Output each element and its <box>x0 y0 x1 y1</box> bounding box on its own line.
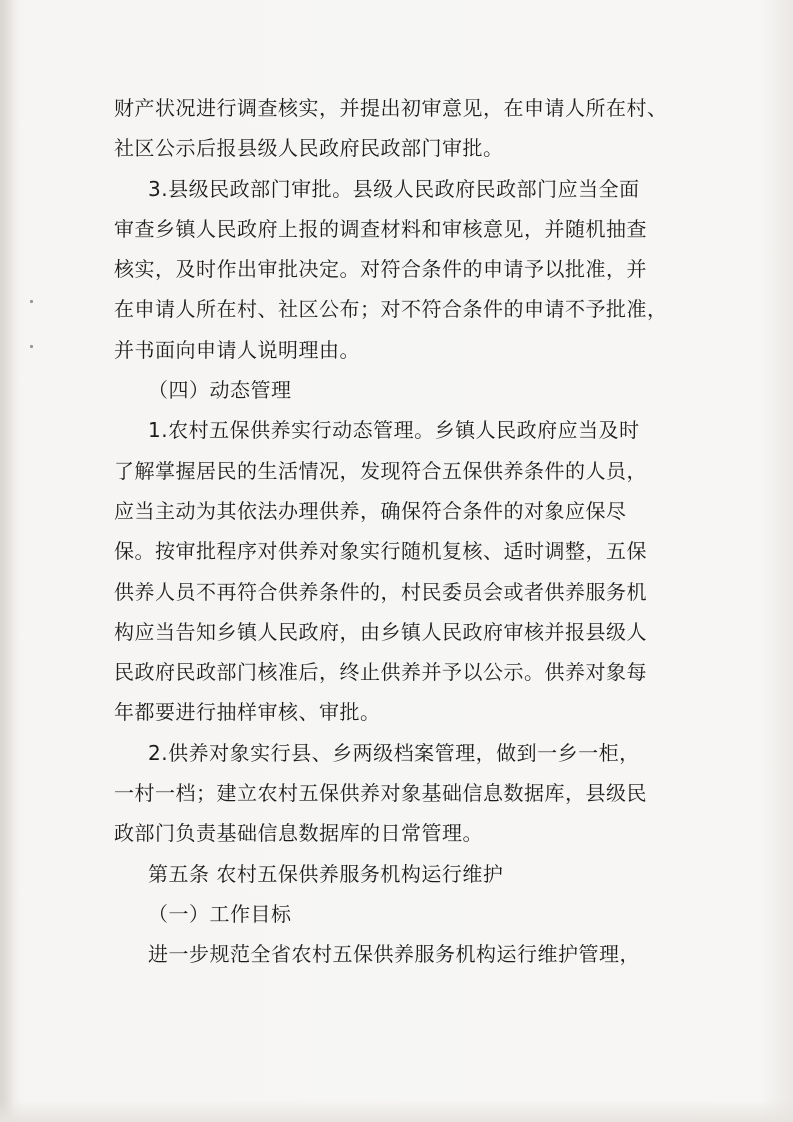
text-line: 了解掌握居民的生活情况，发现符合五保供养条件的人员， <box>114 458 647 483</box>
binding-hole-mark <box>30 345 33 348</box>
section-heading: （一）工作目标 <box>148 901 292 926</box>
text-line: 进一步规范全省农村五保供养服务机构运行维护管理， <box>148 942 640 967</box>
text-line: 供养人员不再符合供养条件的，村民委员会或者供养服务机 <box>114 579 647 604</box>
text-line: 在申请人所在村、社区公布；对不符合条件的申请不予批准， <box>114 297 668 322</box>
text-line: 政部门负责基础信息数据库的日常管理。 <box>114 821 483 846</box>
text-line: 并书面向申请人说明理由。 <box>114 337 360 362</box>
text-line: 保。按审批程序对供养对象实行随机复核、适时调整，五保 <box>114 539 647 564</box>
binding-hole-mark <box>30 300 33 303</box>
text-line: 3.县级民政部门审批。县级人民政府民政部门应当全面 <box>148 176 640 201</box>
text-line: 1.农村五保供养实行动态管理。乡镇人民政府应当及时 <box>148 418 640 443</box>
text-line: 审查乡镇人民政府上报的调查材料和审核意见，并随机抽查 <box>114 216 647 241</box>
text-line: 核实，及时作出审批决定。对符合条件的申请予以批准，并 <box>114 257 647 282</box>
text-line: 民政府民政部门核准后，终止供养并予以公示。供养对象每 <box>114 660 647 685</box>
section-heading: （四）动态管理 <box>148 378 292 403</box>
article-heading: 第五条 农村五保供养服务机构运行维护 <box>148 861 504 886</box>
scan-left-shadow <box>0 0 14 1122</box>
scan-bottom-shadow <box>0 1100 793 1122</box>
text-line: 2.供养对象实行县、乡两级档案管理，做到一乡一柜， <box>148 740 640 765</box>
text-line: 构应当告知乡镇人民政府，由乡镇人民政府审核并报县级人 <box>114 619 647 644</box>
body-text <box>114 88 674 975</box>
text-line: 一村一档；建立农村五保供养对象基础信息数据库，县级民 <box>114 781 647 806</box>
text-line: 应当主动为其依法办理供养，确保符合条件的对象应保尽 <box>114 498 627 523</box>
text-line: 社区公示后报县级人民政府民政部门审批。 <box>114 136 504 161</box>
text-line: 年都要进行抽样审核、审批。 <box>114 700 381 725</box>
text-line: 财产状况进行调查核实，并提出初审意见，在申请人所在村、 <box>114 96 668 120</box>
